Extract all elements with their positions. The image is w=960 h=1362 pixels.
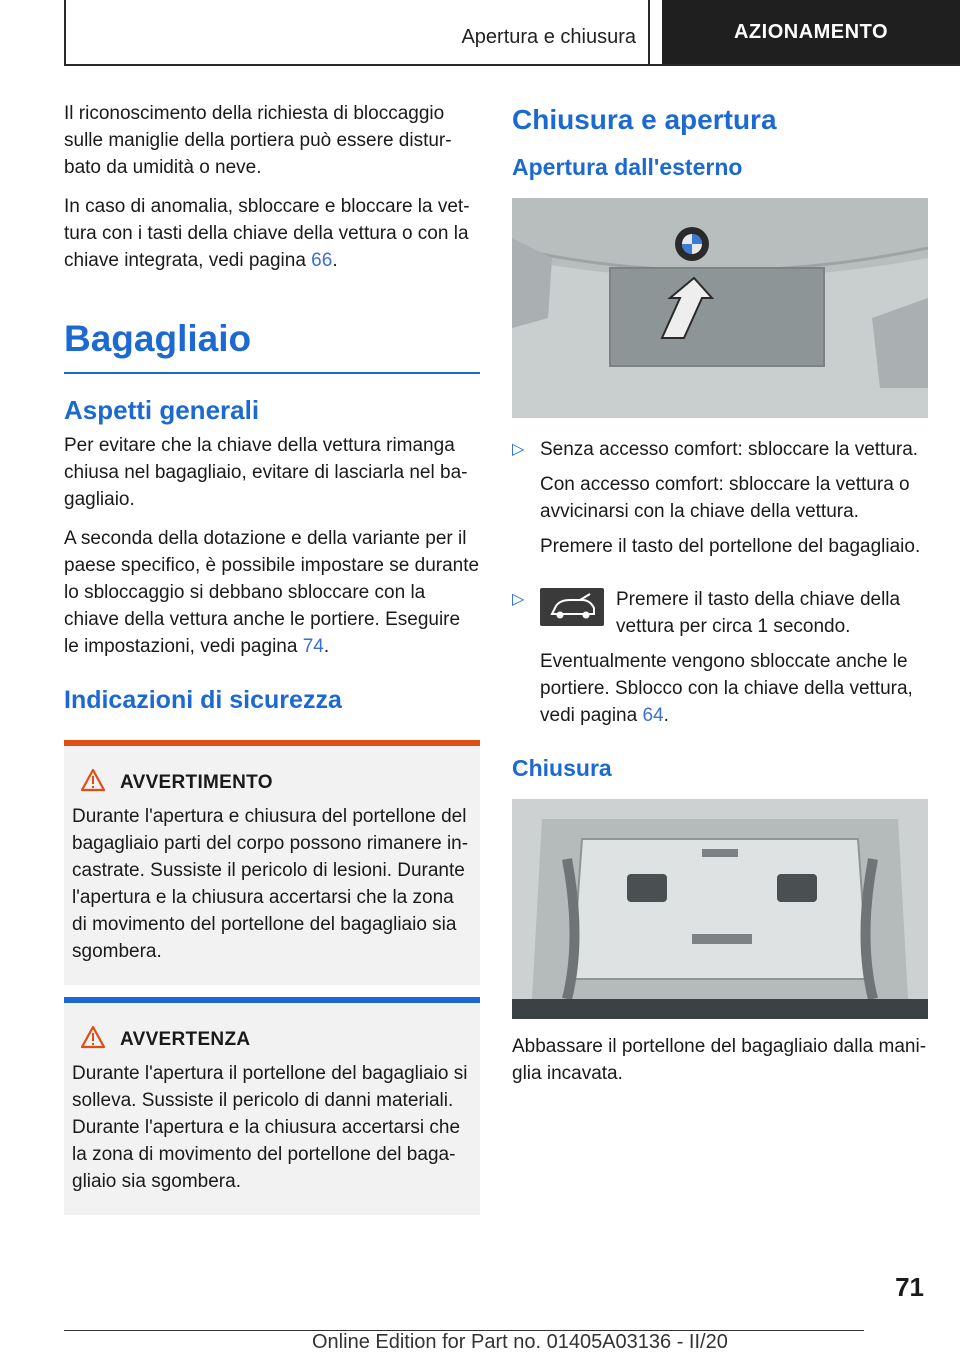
tailgate-interior-illustration: [512, 799, 928, 1019]
intro-paragraph-2: [64, 193, 480, 274]
key-button-row: [540, 586, 928, 648]
instruction-text: Eventualmente vengono sbloccate anche le portiere. Sblocco con la chiave della vettura, vedi pagina: [540, 651, 913, 726]
instruction-item-2: [512, 586, 928, 737]
bullet-triangle-icon: ▷: [512, 591, 525, 608]
general-p2-text: A seconda della dotazione e della variante per il paese specifico, è possibile impostare se durante lo sbloccaggio si debbano sbloccare con la chiave della vettura anche le portiere. Eseguire le impostazioni, vedi pagina: [64, 528, 480, 657]
warning-triangle-icon: [80, 768, 106, 797]
instruction-line: Senza accesso comfort: sbloccare la vettura.: [540, 439, 919, 460]
instruction-item-1: [512, 436, 928, 568]
header-rule: [64, 64, 960, 66]
page-link-66[interactable]: 66: [311, 250, 333, 271]
instruction-body: [540, 586, 928, 737]
instruction-line: Premere il tasto del portellone del bagagliaio.: [540, 536, 921, 557]
warning-text: Durante l'apertura il portellone del bagagliaio si solleva. Sussiste il pericolo di danni materiali. Durante l'apertura e la chiusura accertarsi che la zona di movimento del portellone del baga-gliaio sia sgombera.: [72, 1063, 468, 1192]
header-chapter-tab[interactable]: AZIONAMENTO: [662, 0, 960, 64]
heading-apertura-esterno: Apertura dall'esterno: [512, 154, 743, 180]
page-link-64[interactable]: 64: [642, 705, 664, 726]
general-paragraph-1: Per evitare che la chiave della vettura rimanga chiusa nel bagagliaio, evitare di lasciarla nel ba-gagliaio.: [64, 435, 468, 510]
section-title-chiusura-apertura: Chiusura e apertura: [512, 104, 777, 135]
general-paragraph-2: [64, 525, 480, 660]
instruction-line: [540, 648, 928, 729]
section-rule: [64, 372, 480, 374]
warning-title: AVVERTIMENTO: [120, 771, 273, 793]
warning-header: [72, 768, 472, 797]
warning-text: Durante l'apertura e chiusura del portellone del bagagliaio parti del corpo possono rimanere in-castrate. Sussiste il pericolo di lesioni. Durante l'apertura e la chiusura accertarsi che la zona di movimento del portellone del bagagliaio sia sgombera.: [72, 806, 469, 962]
instruction-body: [540, 436, 928, 568]
right-column: [512, 100, 928, 1099]
header-section-title: Apertura e chiusura: [461, 26, 636, 48]
tailgate-handle-illustration: [512, 198, 928, 418]
warning-header: [72, 1025, 472, 1054]
warning-triangle-icon: [80, 1025, 106, 1054]
section-title-bagagliaio: Bagagliaio: [64, 318, 252, 359]
heading-aspetti-generali: Aspetti generali: [64, 395, 260, 425]
instruction-line: Premere il tasto della chiave della vettura per circa 1 secondo.: [616, 589, 901, 637]
page-link-74[interactable]: 74: [302, 636, 324, 657]
instruction-end: .: [663, 705, 669, 726]
page-number: 71: [895, 1272, 924, 1302]
warning-title: AVVERTENZA: [120, 1028, 251, 1050]
heading-sicurezza: Indicazioni di sicurezza: [64, 686, 342, 714]
heading-chiusura: Chiusura: [512, 755, 612, 781]
intro-p2-text: In caso di anomalia, sbloccare e bloccare la vet-tura con i tasti della chiave della vettura o con la chiave integrata, vedi pagina: [64, 196, 470, 271]
tailgate-key-button-icon: [540, 588, 604, 626]
bullet-triangle-icon: ▷: [512, 441, 525, 458]
intro-paragraph-1: Il riconoscimento della richiesta di bloccaggio sulle maniglie della portiera può essere distur-bato da umidità o neve.: [64, 103, 452, 178]
intro-p2-end: .: [332, 250, 338, 271]
warning-box-avvertimento: [64, 740, 480, 985]
instruction-line: Con accesso comfort: sbloccare la vettura o avvicinarsi con la chiave della vettura.: [540, 474, 910, 522]
footer-edition: Online Edition for Part no. 01405A03136 - II/20: [312, 1331, 728, 1353]
header-left-edge: [64, 0, 66, 66]
closing-paragraph: Abbassare il portellone del bagagliaio dalla mani-glia incavata.: [512, 1036, 927, 1084]
warning-box-avvertenza: [64, 997, 480, 1215]
header-separator: [648, 0, 650, 66]
left-column: [64, 100, 480, 1227]
general-p2-end: .: [323, 636, 330, 657]
